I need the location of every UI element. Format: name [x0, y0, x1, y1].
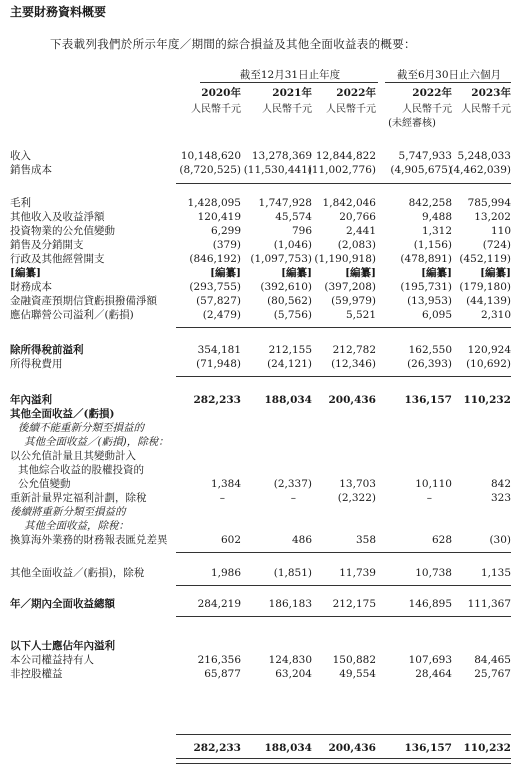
cell-2020: (71,948) [196, 358, 241, 370]
subtotal-rule [176, 616, 511, 617]
table-row-fvoci-1 [0, 449, 517, 463]
cell-2023-h1: (452,119) [459, 253, 511, 265]
row-label: 應佔聯營公司溢利／(虧損) [10, 309, 134, 321]
cell-2022: 200,436 [328, 742, 376, 754]
table-row-owners [0, 653, 517, 667]
table-row-admin-expenses [0, 252, 517, 266]
cell-2023-h1: [編纂] [480, 267, 511, 279]
cell-2021: (2,337) [273, 478, 312, 490]
cell-2021: 188,034 [264, 742, 312, 754]
row-label: 金融資產預期信貸虧損撥備淨額 [10, 295, 157, 307]
cell-2023-h1: 5,248,033 [457, 150, 511, 162]
table-row-oci-reclassified-2 [0, 519, 517, 533]
table-row-fvoci-2 [0, 463, 517, 477]
cell-2023-h1: 785,994 [467, 197, 511, 209]
cell-2022-h1: 28,464 [415, 668, 452, 680]
cell-2022: [編纂] [345, 267, 376, 279]
unit-header: 人民幣千元 [262, 104, 312, 115]
unit-header: 人民幣千元 [326, 104, 376, 115]
cell-2022-h1: 6,095 [421, 309, 452, 321]
table-row-fair-value-change [0, 477, 517, 491]
cell-2020: (379) [212, 239, 241, 251]
cell-2023-h1: (179,180) [459, 281, 511, 293]
cell-2023-h1: 25,767 [474, 668, 511, 680]
cell-2023-h1: 84,465 [474, 654, 511, 666]
unaudited-note: (未經審核) [388, 118, 436, 129]
cell-2020: 10,148,620 [180, 150, 241, 162]
row-label: 後續將重新分類至損益的 [10, 506, 126, 518]
cell-2021: – [290, 492, 296, 504]
cell-2021: (1,097,753) [250, 253, 312, 265]
row-label: 年／期內全面收益總額 [10, 598, 115, 610]
table-row-ecl-provision [0, 294, 517, 308]
cell-2023-h1: 1,135 [480, 567, 511, 579]
cell-2022-h1: [編纂] [421, 267, 452, 279]
cell-2022: (2,083) [337, 239, 376, 251]
cell-2022: 49,554 [339, 668, 376, 680]
cell-2022-h1: 162,550 [408, 344, 452, 356]
table-row-finance-costs [0, 280, 517, 294]
cell-2022-h1: (4,905,675) [390, 164, 452, 176]
cell-2022-h1: – [426, 492, 432, 504]
row-label: 其他全面收益／(虧損) [10, 408, 115, 420]
cell-2020: 602 [220, 534, 241, 546]
cell-2021: 212,155 [268, 344, 312, 356]
table-row-other-income [0, 210, 517, 224]
cell-2023-h1: 110,232 [463, 394, 511, 406]
row-label: 所得稅費用 [10, 358, 63, 370]
year-header-2022: 2022年 [336, 87, 376, 99]
row-label: 年內溢利 [10, 394, 52, 406]
cell-2021: (24,121) [267, 358, 312, 370]
row-label: 以下人士應佔年內溢利 [10, 640, 115, 652]
year-header-2021: 2021年 [272, 87, 312, 99]
unit-header: 人民幣千元 [191, 104, 241, 115]
row-label: 收入 [10, 150, 31, 162]
cell-2021: (5,756) [273, 309, 312, 321]
cell-2022: 200,436 [328, 394, 376, 406]
cell-2022: 11,739 [339, 567, 376, 579]
cell-2020: (846,192) [189, 253, 241, 265]
cell-2022-h1: 10,110 [415, 478, 452, 490]
cell-2022-h1: 107,693 [408, 654, 452, 666]
cell-2021: (1,851) [273, 567, 312, 579]
row-label: 本公司權益持有人 [10, 654, 94, 666]
cell-2023-h1: 110,232 [463, 742, 511, 754]
cell-2022: 1,842,046 [322, 197, 376, 209]
table-row-fx-translation [0, 533, 517, 547]
table-row-investment-property [0, 224, 517, 238]
cell-2022-h1: 628 [431, 534, 452, 546]
table-row-defined-benefit [0, 491, 517, 505]
table-row-oci-heading [0, 407, 517, 421]
cell-2023-h1: (30) [489, 534, 511, 546]
subtotal-rule [176, 183, 511, 184]
cell-2022: (2,322) [337, 492, 376, 504]
cell-2021: 63,204 [275, 668, 312, 680]
header-rule-years [200, 82, 378, 83]
cell-2022-h1: 842,258 [408, 197, 452, 209]
cell-2023-h1: 842 [490, 478, 511, 490]
cell-2023-h1: (724) [482, 239, 511, 251]
cell-2023-h1: (10,692) [466, 358, 511, 370]
cell-2020: 282,233 [193, 394, 241, 406]
year-header-2020: 2020年 [201, 87, 241, 99]
cell-2020: 284,219 [197, 598, 241, 610]
cell-2022-h1: (13,953) [407, 295, 452, 307]
table-row-oci-not-reclassified [0, 421, 517, 435]
table-row-non-controlling [0, 667, 517, 681]
row-label: 其他全面收益／(虧損)，除稅： [24, 436, 169, 448]
unit-header: 人民幣千元 [402, 104, 452, 115]
table-row-revenue [0, 149, 517, 163]
cell-2020: 282,233 [193, 742, 241, 754]
cell-2022-h1: 136,157 [404, 742, 452, 754]
cell-2023-h1: (44,139) [466, 295, 511, 307]
row-label: 其他全面收益／(虧損)，除稅 [10, 567, 145, 579]
cell-2022: 212,175 [332, 598, 376, 610]
table-row-oci-reclassified [0, 505, 517, 519]
cell-2023-h1: 111,367 [467, 598, 511, 610]
cell-2022: 150,882 [332, 654, 376, 666]
row-label: 投資物業的公允值變動 [10, 225, 115, 237]
header-group-years: 截至12月31日止年度 [239, 69, 341, 81]
cell-2021: 13,278,369 [251, 150, 312, 162]
year-header-2022-h1: 2022年 [412, 87, 452, 99]
cell-2022-h1: 10,738 [415, 567, 452, 579]
header-rule-six-months [385, 82, 511, 83]
table-row-profit-before-tax [0, 343, 517, 357]
cell-2021: (80,562) [267, 295, 312, 307]
cell-2020: [編纂] [210, 267, 241, 279]
table-row-cost-of-sales [0, 163, 517, 177]
cell-2021: 45,574 [275, 211, 312, 223]
cell-2022: (11,002,776) [307, 164, 376, 176]
total-double-rule [176, 758, 511, 764]
cell-2020: 120,419 [197, 211, 241, 223]
row-label: 毛利 [10, 197, 31, 209]
cell-2022: 12,844,822 [315, 150, 376, 162]
cell-2022: (59,979) [331, 295, 376, 307]
cell-2023-h1: 13,202 [474, 211, 511, 223]
unit-header: 人民幣千元 [461, 104, 511, 115]
row-label: 以公允值計量且其變動計入 [10, 450, 136, 462]
cell-2020: – [219, 492, 225, 504]
cell-2022: 212,782 [332, 344, 376, 356]
row-label: 其他綜合收益的股權投資的 [18, 464, 144, 476]
cell-2020: 354,181 [197, 344, 241, 356]
cell-2022-h1: (1,156) [413, 239, 452, 251]
cell-2020: 216,356 [197, 654, 241, 666]
cell-2022: (397,208) [324, 281, 376, 293]
cell-2023-h1: 323 [490, 492, 511, 504]
cell-2020: (57,827) [196, 295, 241, 307]
row-label: 行政及其他經營開支 [10, 253, 105, 265]
subtotal-rule [176, 585, 511, 586]
cell-2022-h1: (195,731) [400, 281, 452, 293]
cell-2022: (1,190,918) [314, 253, 376, 265]
cell-2021: 188,034 [264, 394, 312, 406]
cell-2020: 6,299 [210, 225, 241, 237]
intro-text: 下表載列我們於所示年度／期間的綜合損益及其他全面收益表的概要： [50, 37, 416, 51]
row-label: [編纂] [10, 267, 41, 279]
cell-2021: 124,830 [268, 654, 312, 666]
cell-2022-h1: 1,312 [421, 225, 452, 237]
cell-2020: 1,384 [210, 478, 241, 490]
year-header-2023-h1: 2023年 [471, 87, 511, 99]
table-row-oci-not-reclassified-2 [0, 435, 517, 449]
table-row-associates [0, 308, 517, 322]
cell-2022-h1: (478,891) [400, 253, 452, 265]
table-row-profit-for-year [0, 393, 517, 407]
cell-2022-h1: 136,157 [404, 394, 452, 406]
cell-2020: (8,720,525) [179, 164, 241, 176]
cell-2022: 2,441 [345, 225, 376, 237]
cell-2020: 65,877 [204, 668, 241, 680]
row-label: 非控股權益 [10, 668, 63, 680]
cell-2023-h1: 120,924 [467, 344, 511, 356]
cell-2021: (392,610) [260, 281, 312, 293]
cell-2022-h1: (26,393) [407, 358, 452, 370]
row-label: 除所得稅前溢利 [10, 344, 84, 356]
cell-2020: 1,986 [210, 567, 241, 579]
cell-2022-h1: 5,747,933 [398, 150, 452, 162]
cell-2023-h1: (4,462,039) [449, 164, 511, 176]
subtotal-rule [176, 376, 511, 377]
cell-2023-h1: 110 [490, 225, 511, 237]
cell-2021: (1,046) [273, 239, 312, 251]
cell-2021: 1,747,928 [258, 197, 312, 209]
row-label: 銷售成本 [10, 164, 52, 176]
row-label: 其他全面收益，除稅： [24, 520, 129, 532]
table-row-gross-profit [0, 196, 517, 210]
row-label: 公允值變動 [18, 478, 71, 490]
cell-2020: 1,428,095 [187, 197, 241, 209]
table-row-redacted [0, 266, 517, 280]
cell-2022: 13,703 [339, 478, 376, 490]
row-label: 重新計量界定福利計劃，除稅 [10, 492, 147, 504]
row-label: 銷售及分銷開支 [10, 239, 84, 251]
header-group-six-months: 截至6月30日止六個月 [396, 69, 502, 81]
subtotal-rule [176, 327, 511, 328]
subtotal-rule [176, 552, 511, 553]
cell-2020: (2,479) [202, 309, 241, 321]
table-row-attributable-heading [0, 639, 517, 653]
table-row-total [0, 741, 517, 755]
table-row-selling-expenses [0, 238, 517, 252]
cell-2021: 186,183 [268, 598, 312, 610]
section-title: 主要財務資料概要 [10, 5, 107, 19]
subtotal-rule [176, 734, 511, 735]
row-label: 其他收入及收益淨額 [10, 211, 105, 223]
cell-2023-h1: 2,310 [480, 309, 511, 321]
cell-2021: [編纂] [281, 267, 312, 279]
cell-2022-h1: 146,895 [408, 598, 452, 610]
cell-2022: 20,766 [339, 211, 376, 223]
cell-2021: (11,530,441) [243, 164, 312, 176]
row-label: 財務成本 [10, 281, 52, 293]
cell-2021: 796 [291, 225, 312, 237]
cell-2020: (293,755) [189, 281, 241, 293]
cell-2022: 5,521 [345, 309, 376, 321]
cell-2022-h1: 9,488 [421, 211, 452, 223]
table-row-total-comprehensive-income [0, 597, 517, 611]
table-row-income-tax [0, 357, 517, 371]
row-label: 換算海外業務的財務報表匯兑差異 [10, 534, 168, 546]
cell-2022: 358 [355, 534, 376, 546]
table-row-oci-net [0, 566, 517, 580]
cell-2022: (12,346) [331, 358, 376, 370]
row-label: 後續不能重新分類至損益的 [18, 422, 144, 434]
cell-2021: 486 [291, 534, 312, 546]
